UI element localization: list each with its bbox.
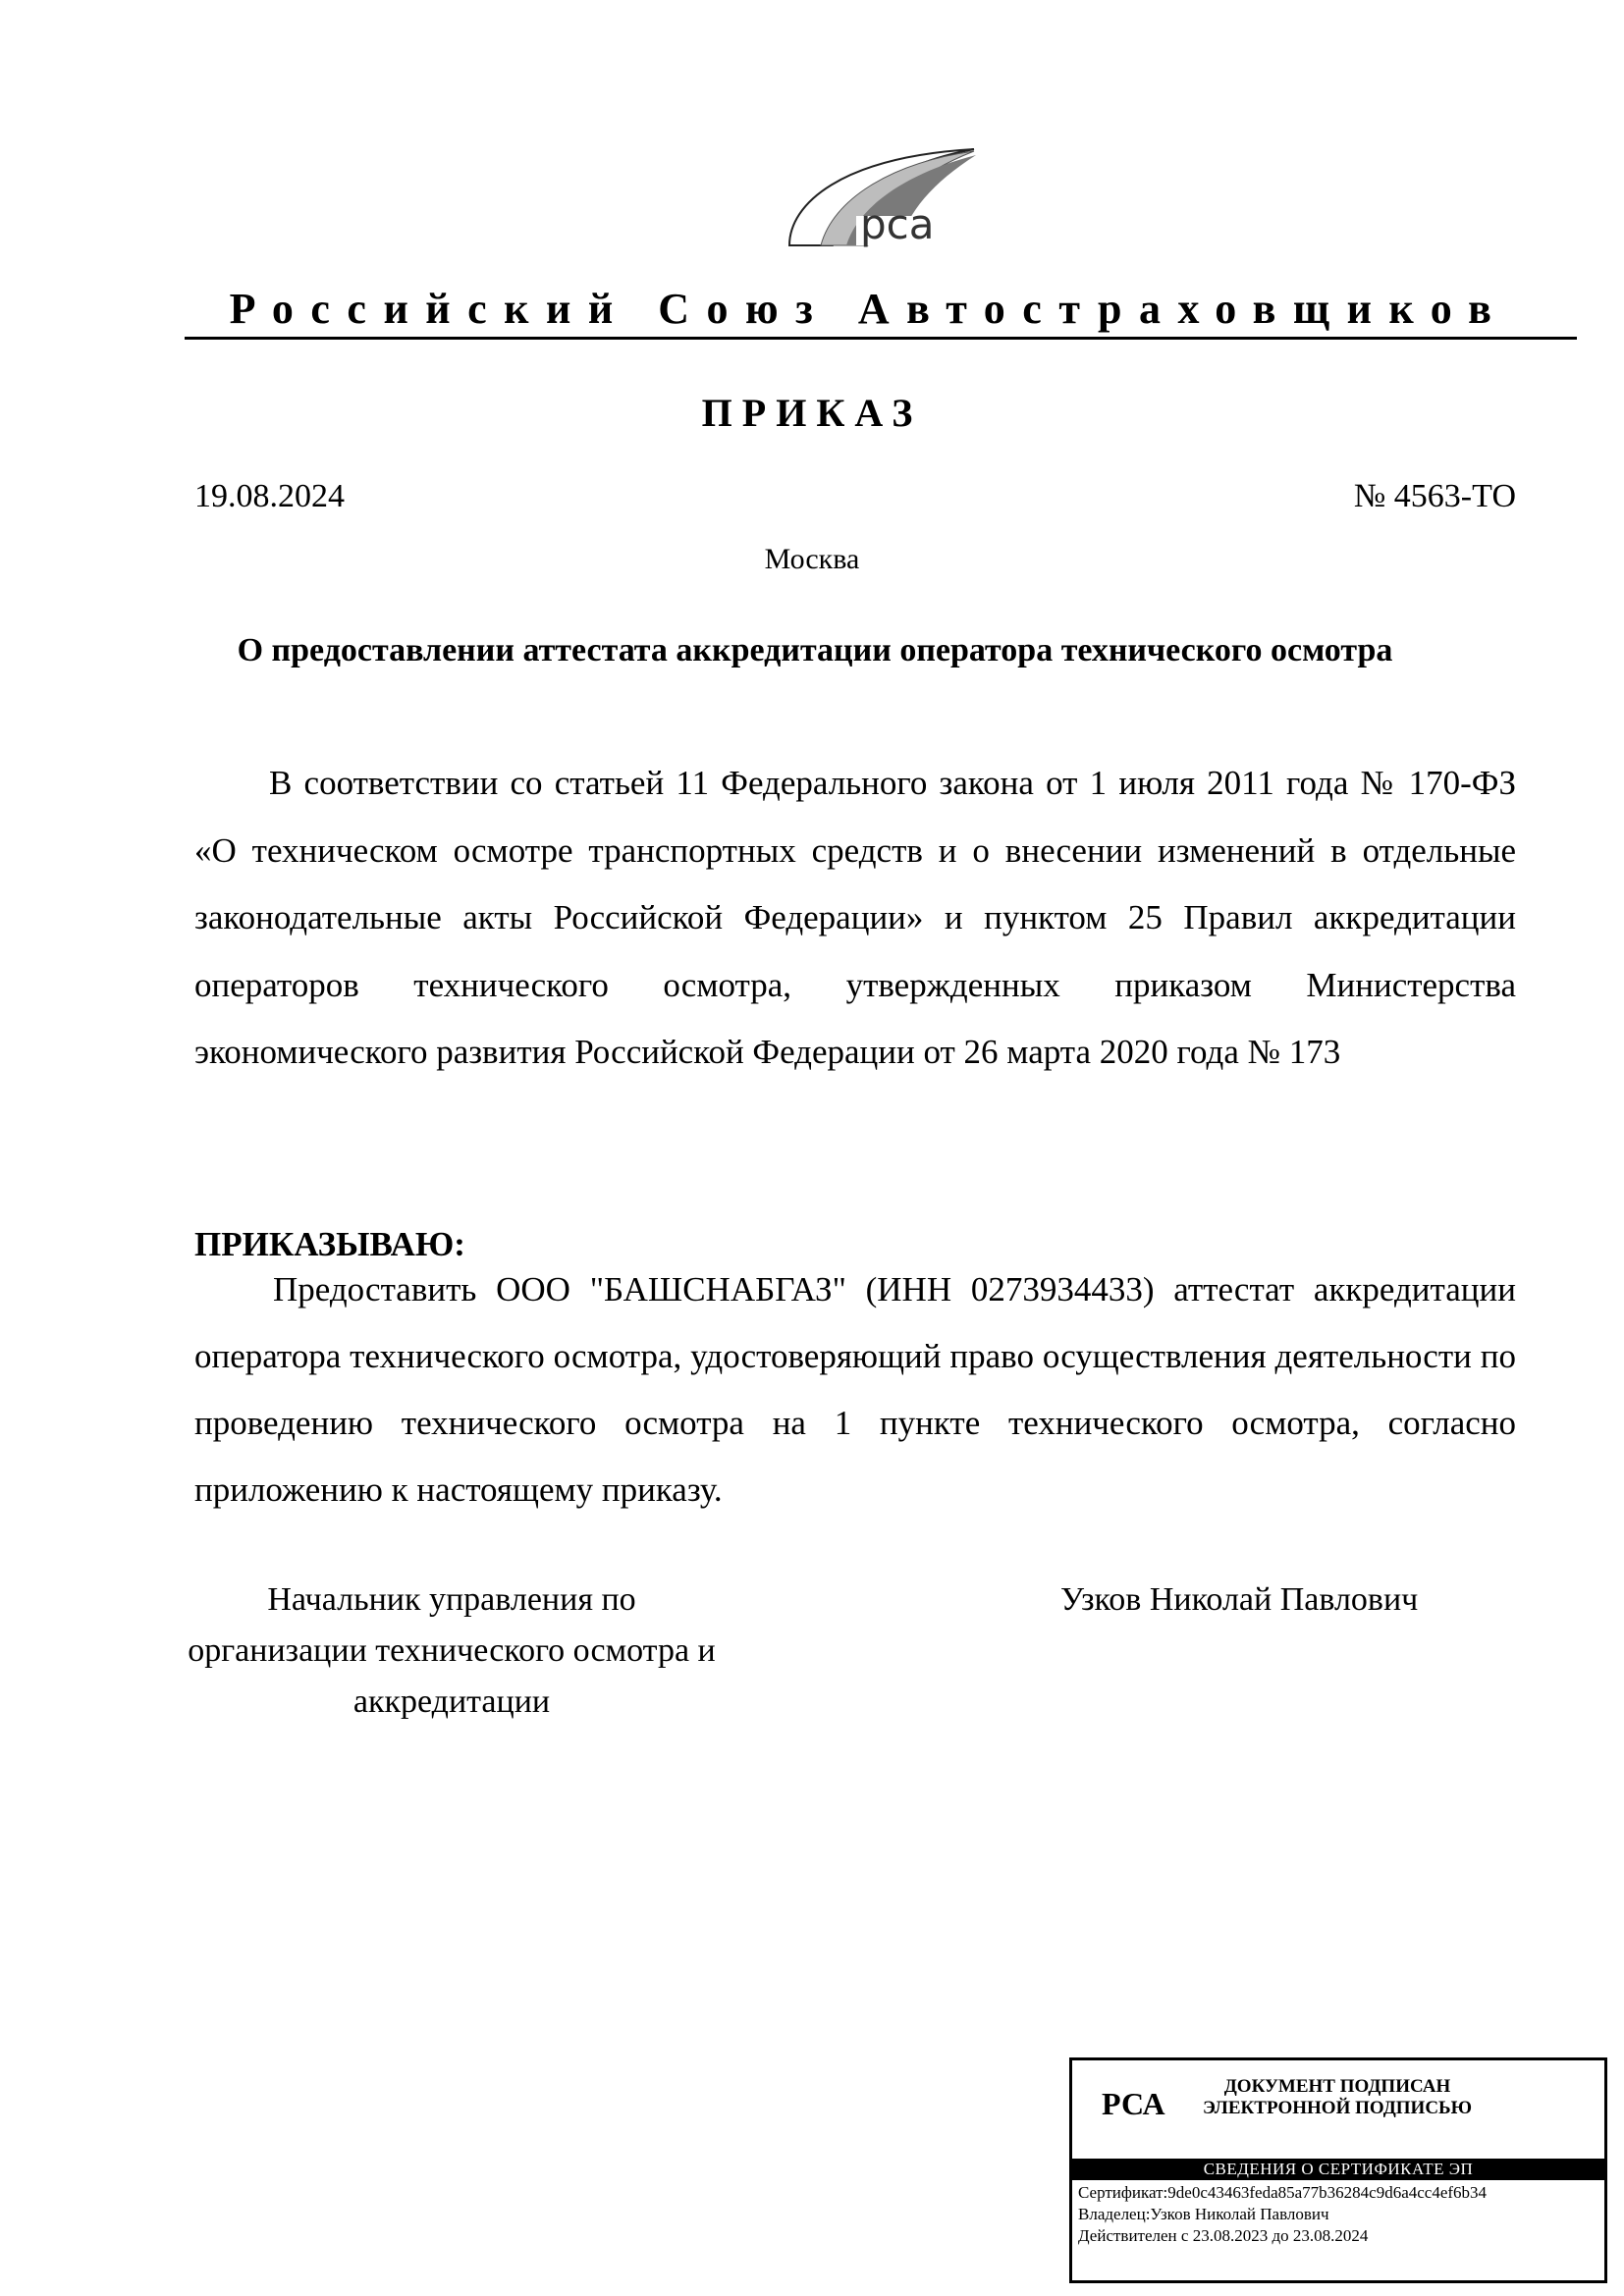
- document-city: Москва: [764, 543, 860, 575]
- logo-text: рса: [860, 200, 935, 248]
- order-heading: ПРИКАЗЫВАЮ:: [194, 1225, 465, 1263]
- document-type: ПРИКАЗ: [701, 391, 923, 435]
- stamp-certificate: Сертификат:9de0c43463feda85a77b36284c9d6a4cc4ef6b34: [1078, 2183, 1488, 2202]
- stamp-caption: ДОКУМЕНТ ПОДПИСАН ЭЛЕКТРОННОЙ ПОДПИСЬЮ: [1202, 2076, 1473, 2118]
- header-divider: [185, 337, 1577, 340]
- stamp-org: РСА: [1102, 2086, 1165, 2121]
- document-date: 19.08.2024: [194, 478, 345, 514]
- electronic-signature-stamp: [1069, 2057, 1607, 2283]
- document-subject: О предоставлении аттестата аккредитации оператора технического осмотра: [237, 632, 1393, 668]
- stamp-section-title: СВЕДЕНИЯ О СЕРТИФИКАТЕ ЭП: [1072, 2159, 1604, 2180]
- stamp-validity: Действителен с 23.08.2023 до 23.08.2024: [1078, 2226, 1369, 2245]
- preamble-paragraph: В соответствии со статьей 11 Федерального закона от 1 июля 2011 года № 170-ФЗ «О техническом осмотре транспортных средств и о внесении изменений в отдельные законодательные акты Российской Федерации» и пунктом 25 Правил аккредитации операторов технического осмотра, утвержденных приказом Министерства экономического развития Российской Федерации от 26 марта 2020 года № 173: [194, 764, 1516, 1071]
- signer-name: Узков Николай Павлович: [1060, 1581, 1419, 1618]
- document-number: № 4563-ТО: [1353, 478, 1516, 514]
- stamp-owner: Владелец:Узков Николай Павлович: [1078, 2205, 1329, 2223]
- signer-position: Начальник управления по организации технического осмотра и аккредитации: [188, 1581, 716, 1720]
- order-paragraph: Предоставить ООО "БАШСНАБГАЗ" (ИНН 0273934433) аттестат аккредитации оператора технического осмотра, удостоверяющий право осуществления деятельности по проведению технического осмотра на 1 пункте технического осмотра, согласно приложению к настоящему приказу.: [194, 1270, 1516, 1509]
- organization-name: Российский Союз Автостраховщиков: [229, 285, 1509, 333]
- stamp-details: [1078, 2182, 1604, 2247]
- rsa-logo: [782, 145, 984, 249]
